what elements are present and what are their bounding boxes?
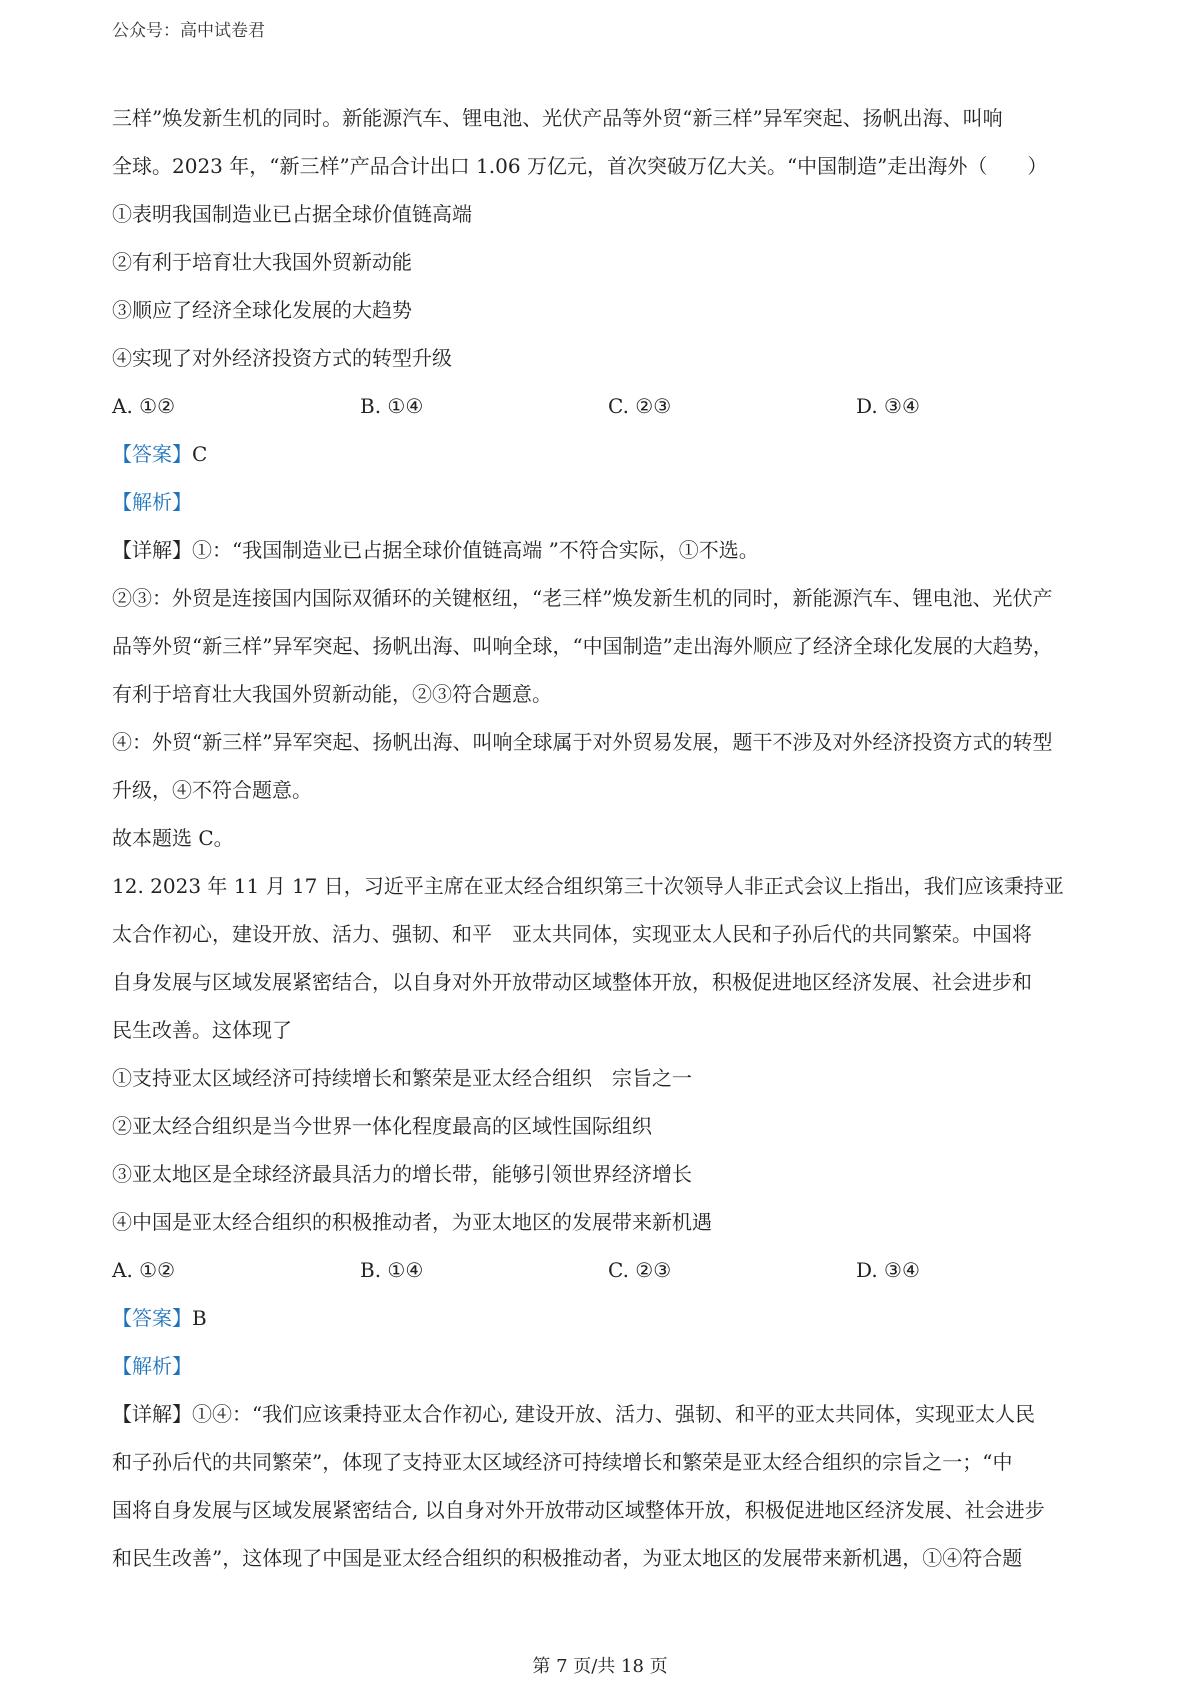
q12-stem-line: 民生改善。这体现了 [112,1018,292,1042]
q11-option-b: B. ①④ [360,394,424,418]
detail-text: ①：“我国制造业已占据全球价值链高端 ”不符合实际，①不选。 [192,538,759,562]
q12-detail [112,1390,1104,1582]
q12-item-3: ③亚太地区是全球经济最具活力的增长带，能够引领世界经济增长 [112,1162,692,1186]
detail-tag: 【详解】 [112,1402,192,1426]
q11-option-d: D. ③④ [856,394,920,418]
q11-detail-1 [112,526,1104,574]
q11-stem-line: 三样”焕发新生机的同时。新能源汽车、锂电池、光伏产品等外贸“新三样”异军突起、扬帆出海、叫响 [112,106,1003,130]
answer-value: B [192,1306,207,1330]
answer-tag: 【答案】 [112,1306,192,1330]
analysis-tag: 【解析】 [112,490,192,514]
page-header: 公众号：高中试卷君 [112,21,265,41]
q11-conclusion: 故本题选 C。 [112,826,234,850]
answer-tag: 【答案】 [112,442,192,466]
detail-line: 品等外贸“新三样”异军突起、扬帆出海、叫响全球，“中国制造”走出海外顺应了经济全球化发展的大趋势， [112,634,1053,658]
detail-line: ④：外贸“新三样”异军突起、扬帆出海、叫响全球属于对外贸易发展，题干不涉及对外经济投资方式的转型 [112,730,1053,754]
q12-item-2: ②亚太经合组织是当今世界一体化程度最高的区域性国际组织 [112,1114,652,1138]
detail-line: ②③：外贸是连接国内国际双循环的关键枢纽，“老三样”焕发新生机的同时，新能源汽车、锂电池、光伏产 [112,586,1053,610]
q12-options [112,1246,1104,1294]
page-content [112,94,1104,1582]
q11-answer [112,430,1104,478]
q12-option-c: C. ②③ [608,1258,672,1282]
q12-option-d: D. ③④ [856,1258,920,1282]
detail-line: 和子孙后代的共同繁荣”，体现了支持亚太区域经济可持续增长和繁荣是亚太经合组织的宗旨之一；“中 [112,1450,1013,1474]
q11-analysis [112,478,1104,526]
analysis-tag: 【解析】 [112,1354,192,1378]
q12-item-4: ④中国是亚太经合组织的积极推动者，为亚太地区的发展带来新机遇 [112,1210,712,1234]
q12-option-b: B. ①④ [360,1258,424,1282]
detail-text: ①④：“我们应该秉持亚太合作初心, 建设开放、活力、强韧、和平的亚太共同体，实现亚太人民 [192,1402,1035,1426]
detail-tag: 【详解】 [112,538,192,562]
q11-item-4: ④实现了对外经济投资方式的转型升级 [112,346,452,370]
q12-analysis [112,1342,1104,1390]
answer-value: C [192,442,208,466]
q11-item-2: ②有利于培育壮大我国外贸新动能 [112,250,412,274]
q11-stem-line: 全球。2023 年，“新三样”产品合计出口 1.06 万亿元，首次突破万亿大关。“中国制造”走出海外（ ） [112,154,1048,178]
q11-item-1: ①表明我国制造业已占据全球价值链高端 [112,202,472,226]
detail-line: 国将自身发展与区域发展紧密结合, 以自身对外开放带动区域整体开放，积极促进地区经济发展、社会进步 [112,1498,1045,1522]
detail-line: 有利于培育壮大我国外贸新动能，②③符合题意。 [112,682,552,706]
q11-detail-3 [112,718,1104,814]
q11-options [112,382,1104,430]
detail-line: 和民生改善”，这体现了中国是亚太经合组织的积极推动者，为亚太地区的发展带来新机遇，①④符合题 [112,1546,1023,1570]
q12-stem-line: 自身发展与区域发展紧密结合，以自身对外开放带动区域整体开放，积极促进地区经济发展、社会进步和 [112,970,1032,994]
q12-option-a: A. ①② [112,1258,176,1282]
q12-item-1: ①支持亚太区域经济可持续增长和繁荣是亚太经合组织 宗旨之一 [112,1066,692,1090]
detail-line: 升级，④不符合题意。 [112,778,312,802]
q11-stem [112,94,1104,190]
q11-option-a: A. ①② [112,394,176,418]
q11-option-c: C. ②③ [608,394,672,418]
q11-item-3: ③顺应了经济全球化发展的大趋势 [112,298,412,322]
detail-line [112,1390,1104,1438]
q12-stem-line: 12. 2023 年 11 月 17 日，习近平主席在亚太经合组织第三十次领导人非正式会议上指出，我们应该秉持亚 [112,874,1064,898]
q12-stem-line: 太合作初心，建设开放、活力、强韧、和平 亚太共同体，实现亚太人民和子孙后代的共同繁荣。中国将 [112,922,1032,946]
q12-stem [112,862,1104,1054]
q12-answer [112,1294,1104,1342]
q11-detail-2 [112,574,1104,718]
page-footer: 第 7 页/共 18 页 [532,1656,668,1677]
